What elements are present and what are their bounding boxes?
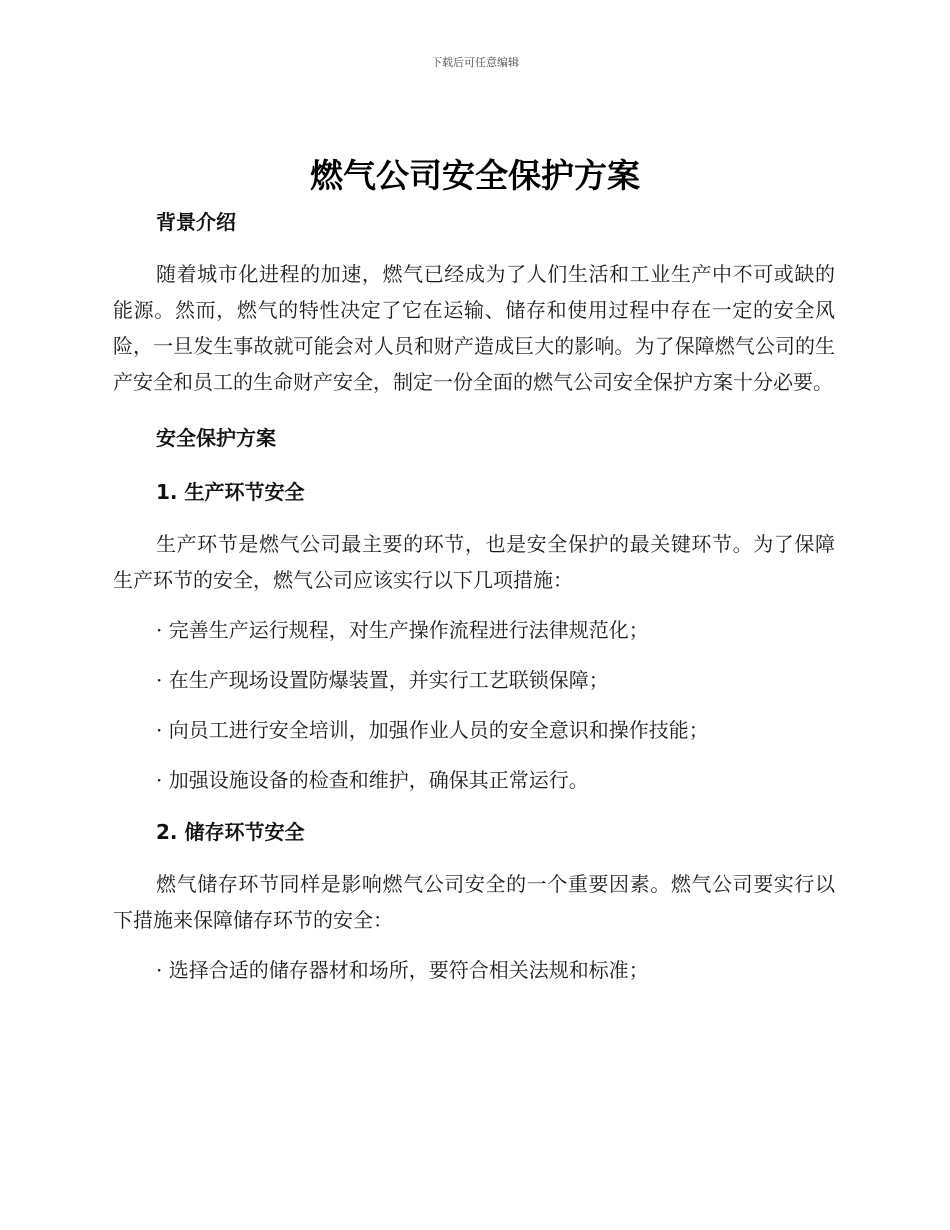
header-note: 下载后可任意编辑 bbox=[431, 56, 519, 69]
section1-bullet: · 完善生产运行规程，对生产操作流程进行法律规范化； bbox=[156, 618, 649, 642]
background-paragraph: 随着城市化进程的加速，燃气已经成为了人们生活和工业生产中不可或缺的能源。然而，燃气的特性决定了它在运输、储存和使用过程中存在一定的安全风险，一旦发生事故就可能会对人员和财产造成巨大的影响。为了保障燃气公司的生产安全和员工的生命财产安全，制定一份全面的燃气公司安全保护方案十分必要。 bbox=[113, 262, 835, 394]
section2-paragraph: 燃气储存环节同样是影响燃气公司安全的一个重要因素。燃气公司要实行以下措施来保障储存环节的安全： bbox=[113, 872, 835, 932]
document-title: 燃气公司安全保护方案 bbox=[310, 156, 640, 195]
section1-bullet: · 在生产现场设置防爆装置，并实行工艺联锁保障； bbox=[156, 668, 609, 692]
section2-heading: 2. 储存环节安全 bbox=[156, 820, 305, 844]
background-heading: 背景介绍 bbox=[156, 210, 236, 234]
section1-bullet: · 加强设施设备的检查和维护，确保其正常运行。 bbox=[156, 768, 589, 792]
section1-bullet: · 向员工进行安全培训，加强作业人员的安全意识和操作技能； bbox=[156, 718, 709, 742]
section2-bullet: · 选择合适的储存器材和场所，要符合相关法规和标准； bbox=[156, 958, 649, 982]
section1-paragraph: 生产环节是燃气公司最主要的环节，也是安全保护的最关键环节。为了保障生产环节的安全，燃气公司应该实行以下几项措施： bbox=[113, 532, 835, 592]
document-body bbox=[113, 200, 835, 988]
section1-heading: 1. 生产环节安全 bbox=[156, 480, 305, 504]
plan-heading: 安全保护方案 bbox=[156, 426, 276, 450]
